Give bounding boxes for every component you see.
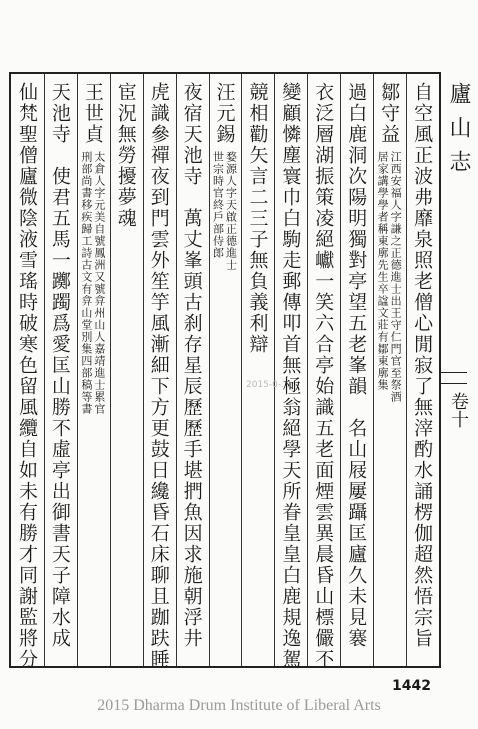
text-column: 變顧憐塵寰巾白駒走郵傳叩首無極翁絕學天所眷皇皇白鹿規逸駕	[279, 82, 302, 670]
column-rule	[406, 74, 407, 666]
text-column: 虎識參禪夜到門雲外笙竽風漸細下方更鼓日纔昏石床聊且跏趺睡	[147, 82, 170, 670]
volume-label: 卷十	[448, 392, 469, 428]
column-rule	[209, 74, 210, 666]
author-annotation	[212, 151, 237, 271]
column-rule	[44, 74, 45, 666]
column-rule	[307, 74, 308, 666]
column-rule	[110, 74, 111, 666]
text-column: 汪元錫	[213, 82, 236, 145]
text-column: 過白鹿洞次陽明獨對亭望五老峯韻 名山屐屢躡匡廬久未見褰	[345, 82, 368, 649]
text-column: 自空風正波弗靡泉照老僧心閒寂了無滓酌水誦楞伽超然悟宗旨	[411, 82, 434, 649]
column-rule	[77, 74, 78, 666]
text-frame	[9, 72, 441, 668]
annotation-line: 婺源人字天啟正德進士	[224, 151, 238, 271]
annotation-line: 太倉人字元美自號鳳洲又號弇州山人嘉靖進士累官	[92, 151, 106, 415]
column-rule	[373, 74, 374, 666]
author-annotation	[376, 151, 401, 403]
text-column: 衣泛層湖振策凌絕巘一笑六合亭始識五老面煙雲異晨昏山標儼不	[312, 82, 335, 670]
text-column: 天池寺 使君五馬一躑躅爲愛匡山勝不虛亭出御書天子障水成	[48, 82, 71, 649]
page-number: 1442	[392, 678, 431, 694]
scan-watermark: 2015-0-...	[246, 380, 290, 390]
author-annotation	[80, 151, 105, 415]
margin-title-band	[441, 72, 469, 668]
column-rule	[274, 74, 275, 666]
column-rule	[241, 74, 242, 666]
annotation-line: 江西安福人字謙之正德進士出王守仁門官至祭酒	[389, 151, 403, 403]
annotation-line: 刑部尚書移疾歸工詩古文有弇山堂別集四部稿等書	[79, 151, 93, 415]
text-column: 宦況無勞擾夢魂	[114, 82, 137, 229]
text-column: 競相勸矢言二三子無負義利辯	[246, 82, 269, 355]
annotation-line: 居家講學學者稱東廓先生卒諡文莊有鄒東廓集	[376, 151, 390, 391]
text-column: 鄒守益	[378, 82, 401, 145]
text-column: 仙梵聖僧廬微陰液雪瑤時破寒色留風纜自如未有勝才同謝監將分	[16, 82, 38, 670]
column-rule	[340, 74, 341, 666]
text-column: 夜宿天池寺 萬丈峯頭古刹存星辰歷歷手堪捫魚因求施朝浮井	[180, 82, 203, 649]
column-rule	[176, 74, 177, 666]
text-column: 王世貞	[81, 82, 104, 145]
fishtail-mark	[441, 372, 467, 384]
book-title: 廬山志	[446, 82, 471, 184]
annotation-line: 世宗時官終戶部侍郎	[211, 151, 225, 259]
footer-credit: 2015 Dharma Drum Institute of Liberal Arts	[97, 697, 381, 714]
column-rule	[143, 74, 144, 666]
